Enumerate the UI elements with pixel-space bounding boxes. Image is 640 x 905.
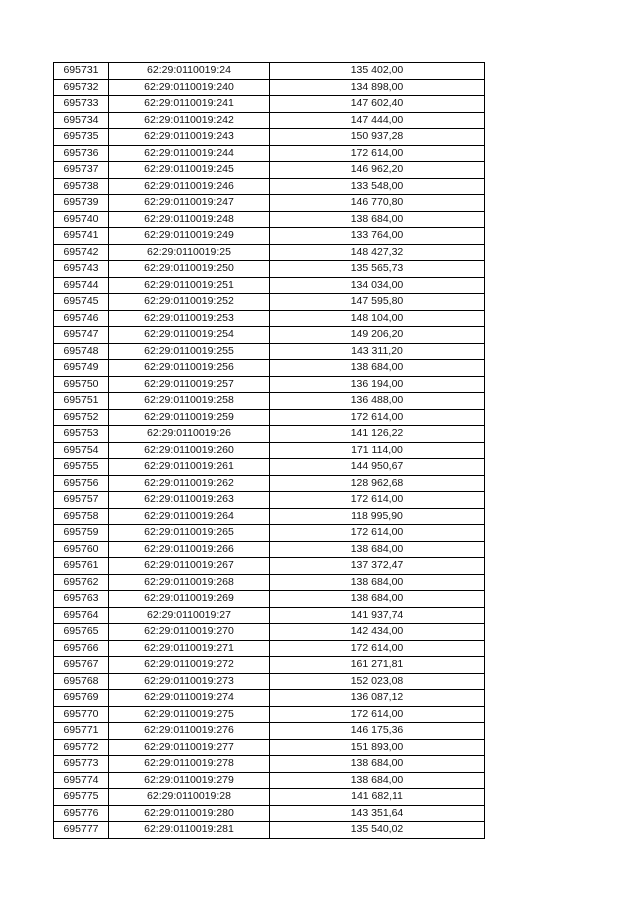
value-cell: 138 684,00: [270, 541, 485, 558]
value-cell: 128 962,68: [270, 475, 485, 492]
table-row: [54, 574, 485, 591]
row-number-cell: 695760: [54, 541, 109, 558]
cadastral-number-cell: 62:29:0110019:270: [109, 624, 270, 641]
row-number-cell: 695744: [54, 277, 109, 294]
row-number-cell: 695745: [54, 294, 109, 311]
cadastral-number-cell: 62:29:0110019:250: [109, 261, 270, 278]
cadastral-number-cell: 62:29:0110019:244: [109, 145, 270, 162]
table-row: [54, 805, 485, 822]
cadastral-number-cell: 62:29:0110019:262: [109, 475, 270, 492]
table-row: [54, 211, 485, 228]
cadastral-number-cell: 62:29:0110019:277: [109, 739, 270, 756]
table-row: [54, 426, 485, 443]
cadastral-number-cell: 62:29:0110019:263: [109, 492, 270, 509]
table-row: [54, 442, 485, 459]
table-row: [54, 228, 485, 245]
cadastral-number-cell: 62:29:0110019:241: [109, 96, 270, 113]
row-number-cell: 695739: [54, 195, 109, 212]
row-number-cell: 695773: [54, 756, 109, 773]
value-cell: 148 427,32: [270, 244, 485, 261]
row-number-cell: 695751: [54, 393, 109, 410]
row-number-cell: 695742: [54, 244, 109, 261]
table-body: [54, 63, 485, 839]
cadastral-number-cell: 62:29:0110019:245: [109, 162, 270, 179]
table-row: [54, 739, 485, 756]
value-cell: 134 898,00: [270, 79, 485, 96]
table-row: [54, 756, 485, 773]
table-row: [54, 261, 485, 278]
cadastral-number-cell: 62:29:0110019:280: [109, 805, 270, 822]
row-number-cell: 695732: [54, 79, 109, 96]
cadastral-number-cell: 62:29:0110019:254: [109, 327, 270, 344]
cadastral-number-cell: 62:29:0110019:260: [109, 442, 270, 459]
table-row: [54, 492, 485, 509]
value-cell: 152 023,08: [270, 673, 485, 690]
row-number-cell: 695735: [54, 129, 109, 146]
row-number-cell: 695774: [54, 772, 109, 789]
value-cell: 161 271,81: [270, 657, 485, 674]
cadastral-number-cell: 62:29:0110019:273: [109, 673, 270, 690]
table-row: [54, 640, 485, 657]
cadastral-number-cell: 62:29:0110019:278: [109, 756, 270, 773]
table-row: [54, 558, 485, 575]
table-row: [54, 541, 485, 558]
row-number-cell: 695749: [54, 360, 109, 377]
value-cell: 138 684,00: [270, 211, 485, 228]
row-number-cell: 695776: [54, 805, 109, 822]
value-cell: 136 488,00: [270, 393, 485, 410]
cadastral-number-cell: 62:29:0110019:276: [109, 723, 270, 740]
row-number-cell: 695775: [54, 789, 109, 806]
value-cell: 151 893,00: [270, 739, 485, 756]
row-number-cell: 695758: [54, 508, 109, 525]
row-number-cell: 695731: [54, 63, 109, 80]
value-cell: 172 614,00: [270, 492, 485, 509]
cadastral-number-cell: 62:29:0110019:275: [109, 706, 270, 723]
row-number-cell: 695761: [54, 558, 109, 575]
value-cell: 146 175,36: [270, 723, 485, 740]
table-row: [54, 508, 485, 525]
table-row: [54, 624, 485, 641]
row-number-cell: 695764: [54, 607, 109, 624]
row-number-cell: 695753: [54, 426, 109, 443]
row-number-cell: 695766: [54, 640, 109, 657]
row-number-cell: 695741: [54, 228, 109, 245]
value-cell: 172 614,00: [270, 409, 485, 426]
value-cell: 133 764,00: [270, 228, 485, 245]
table-row: [54, 96, 485, 113]
table-row: [54, 393, 485, 410]
value-cell: 135 540,02: [270, 822, 485, 839]
cadastral-number-cell: 62:29:0110019:268: [109, 574, 270, 591]
cadastral-number-cell: 62:29:0110019:247: [109, 195, 270, 212]
row-number-cell: 695759: [54, 525, 109, 542]
row-number-cell: 695777: [54, 822, 109, 839]
table-row: [54, 376, 485, 393]
table-row: [54, 277, 485, 294]
cadastral-number-cell: 62:29:0110019:253: [109, 310, 270, 327]
value-cell: 135 565,73: [270, 261, 485, 278]
cadastral-number-cell: 62:29:0110019:25: [109, 244, 270, 261]
value-cell: 147 595,80: [270, 294, 485, 311]
row-number-cell: 695765: [54, 624, 109, 641]
cadastral-number-cell: 62:29:0110019:255: [109, 343, 270, 360]
row-number-cell: 695754: [54, 442, 109, 459]
row-number-cell: 695768: [54, 673, 109, 690]
value-cell: 149 206,20: [270, 327, 485, 344]
value-cell: 171 114,00: [270, 442, 485, 459]
row-number-cell: 695770: [54, 706, 109, 723]
cadastral-number-cell: 62:29:0110019:269: [109, 591, 270, 608]
value-cell: 133 548,00: [270, 178, 485, 195]
value-cell: 138 684,00: [270, 360, 485, 377]
row-number-cell: 695733: [54, 96, 109, 113]
row-number-cell: 695757: [54, 492, 109, 509]
table-row: [54, 145, 485, 162]
table-row: [54, 310, 485, 327]
cadastral-number-cell: 62:29:0110019:267: [109, 558, 270, 575]
value-cell: 138 684,00: [270, 772, 485, 789]
row-number-cell: 695771: [54, 723, 109, 740]
cadastral-number-cell: 62:29:0110019:248: [109, 211, 270, 228]
value-cell: 118 995,90: [270, 508, 485, 525]
cadastral-number-cell: 62:29:0110019:252: [109, 294, 270, 311]
table-row: [54, 63, 485, 80]
row-number-cell: 695737: [54, 162, 109, 179]
cadastral-number-cell: 62:29:0110019:28: [109, 789, 270, 806]
table-row: [54, 607, 485, 624]
value-cell: 136 194,00: [270, 376, 485, 393]
table-row: [54, 343, 485, 360]
cadastral-number-cell: 62:29:0110019:240: [109, 79, 270, 96]
table-row: [54, 723, 485, 740]
value-cell: 147 444,00: [270, 112, 485, 129]
table-row: [54, 475, 485, 492]
table-row: [54, 162, 485, 179]
value-cell: 172 614,00: [270, 706, 485, 723]
cadastral-number-cell: 62:29:0110019:249: [109, 228, 270, 245]
row-number-cell: 695762: [54, 574, 109, 591]
row-number-cell: 695767: [54, 657, 109, 674]
table-row: [54, 409, 485, 426]
row-number-cell: 695772: [54, 739, 109, 756]
cadastral-number-cell: 62:29:0110019:251: [109, 277, 270, 294]
table-row: [54, 112, 485, 129]
table-row: [54, 657, 485, 674]
cadastral-number-cell: 62:29:0110019:274: [109, 690, 270, 707]
value-cell: 134 034,00: [270, 277, 485, 294]
cadastral-number-cell: 62:29:0110019:26: [109, 426, 270, 443]
value-cell: 141 126,22: [270, 426, 485, 443]
row-number-cell: 695734: [54, 112, 109, 129]
table-row: [54, 789, 485, 806]
cadastral-number-cell: 62:29:0110019:271: [109, 640, 270, 657]
value-cell: 147 602,40: [270, 96, 485, 113]
row-number-cell: 695752: [54, 409, 109, 426]
cadastral-number-cell: 62:29:0110019:266: [109, 541, 270, 558]
table-row: [54, 294, 485, 311]
row-number-cell: 695747: [54, 327, 109, 344]
value-cell: 172 614,00: [270, 640, 485, 657]
cadastral-number-cell: 62:29:0110019:264: [109, 508, 270, 525]
cadastral-number-cell: 62:29:0110019:242: [109, 112, 270, 129]
row-number-cell: 695763: [54, 591, 109, 608]
cadastral-number-cell: 62:29:0110019:27: [109, 607, 270, 624]
value-cell: 138 684,00: [270, 756, 485, 773]
cadastral-number-cell: 62:29:0110019:256: [109, 360, 270, 377]
cadastral-number-cell: 62:29:0110019:24: [109, 63, 270, 80]
table-row: [54, 591, 485, 608]
table-row: [54, 195, 485, 212]
row-number-cell: 695736: [54, 145, 109, 162]
value-cell: 138 684,00: [270, 591, 485, 608]
data-table: [53, 62, 485, 839]
table-row: [54, 822, 485, 839]
table-row: [54, 459, 485, 476]
table-row: [54, 525, 485, 542]
cadastral-number-cell: 62:29:0110019:258: [109, 393, 270, 410]
row-number-cell: 695743: [54, 261, 109, 278]
cadastral-number-cell: 62:29:0110019:265: [109, 525, 270, 542]
value-cell: 172 614,00: [270, 525, 485, 542]
row-number-cell: 695769: [54, 690, 109, 707]
cadastral-number-cell: 62:29:0110019:259: [109, 409, 270, 426]
row-number-cell: 695756: [54, 475, 109, 492]
row-number-cell: 695746: [54, 310, 109, 327]
table-row: [54, 360, 485, 377]
value-cell: 142 434,00: [270, 624, 485, 641]
table-row: [54, 706, 485, 723]
row-number-cell: 695750: [54, 376, 109, 393]
table-row: [54, 79, 485, 96]
value-cell: 143 351,64: [270, 805, 485, 822]
table-row: [54, 772, 485, 789]
value-cell: 150 937,28: [270, 129, 485, 146]
table-row: [54, 129, 485, 146]
value-cell: 137 372,47: [270, 558, 485, 575]
value-cell: 136 087,12: [270, 690, 485, 707]
value-cell: 146 962,20: [270, 162, 485, 179]
cadastral-number-cell: 62:29:0110019:279: [109, 772, 270, 789]
cadastral-number-cell: 62:29:0110019:257: [109, 376, 270, 393]
value-cell: 141 937,74: [270, 607, 485, 624]
value-cell: 144 950,67: [270, 459, 485, 476]
table-row: [54, 690, 485, 707]
value-cell: 172 614,00: [270, 145, 485, 162]
value-cell: 138 684,00: [270, 574, 485, 591]
table-row: [54, 327, 485, 344]
value-cell: 143 311,20: [270, 343, 485, 360]
row-number-cell: 695755: [54, 459, 109, 476]
cadastral-number-cell: 62:29:0110019:261: [109, 459, 270, 476]
table-row: [54, 244, 485, 261]
row-number-cell: 695740: [54, 211, 109, 228]
table-row: [54, 178, 485, 195]
cadastral-number-cell: 62:29:0110019:243: [109, 129, 270, 146]
value-cell: 141 682,11: [270, 789, 485, 806]
row-number-cell: 695738: [54, 178, 109, 195]
table-row: [54, 673, 485, 690]
value-cell: 135 402,00: [270, 63, 485, 80]
value-cell: 148 104,00: [270, 310, 485, 327]
value-cell: 146 770,80: [270, 195, 485, 212]
cadastral-number-cell: 62:29:0110019:246: [109, 178, 270, 195]
cadastral-number-cell: 62:29:0110019:272: [109, 657, 270, 674]
cadastral-number-cell: 62:29:0110019:281: [109, 822, 270, 839]
row-number-cell: 695748: [54, 343, 109, 360]
